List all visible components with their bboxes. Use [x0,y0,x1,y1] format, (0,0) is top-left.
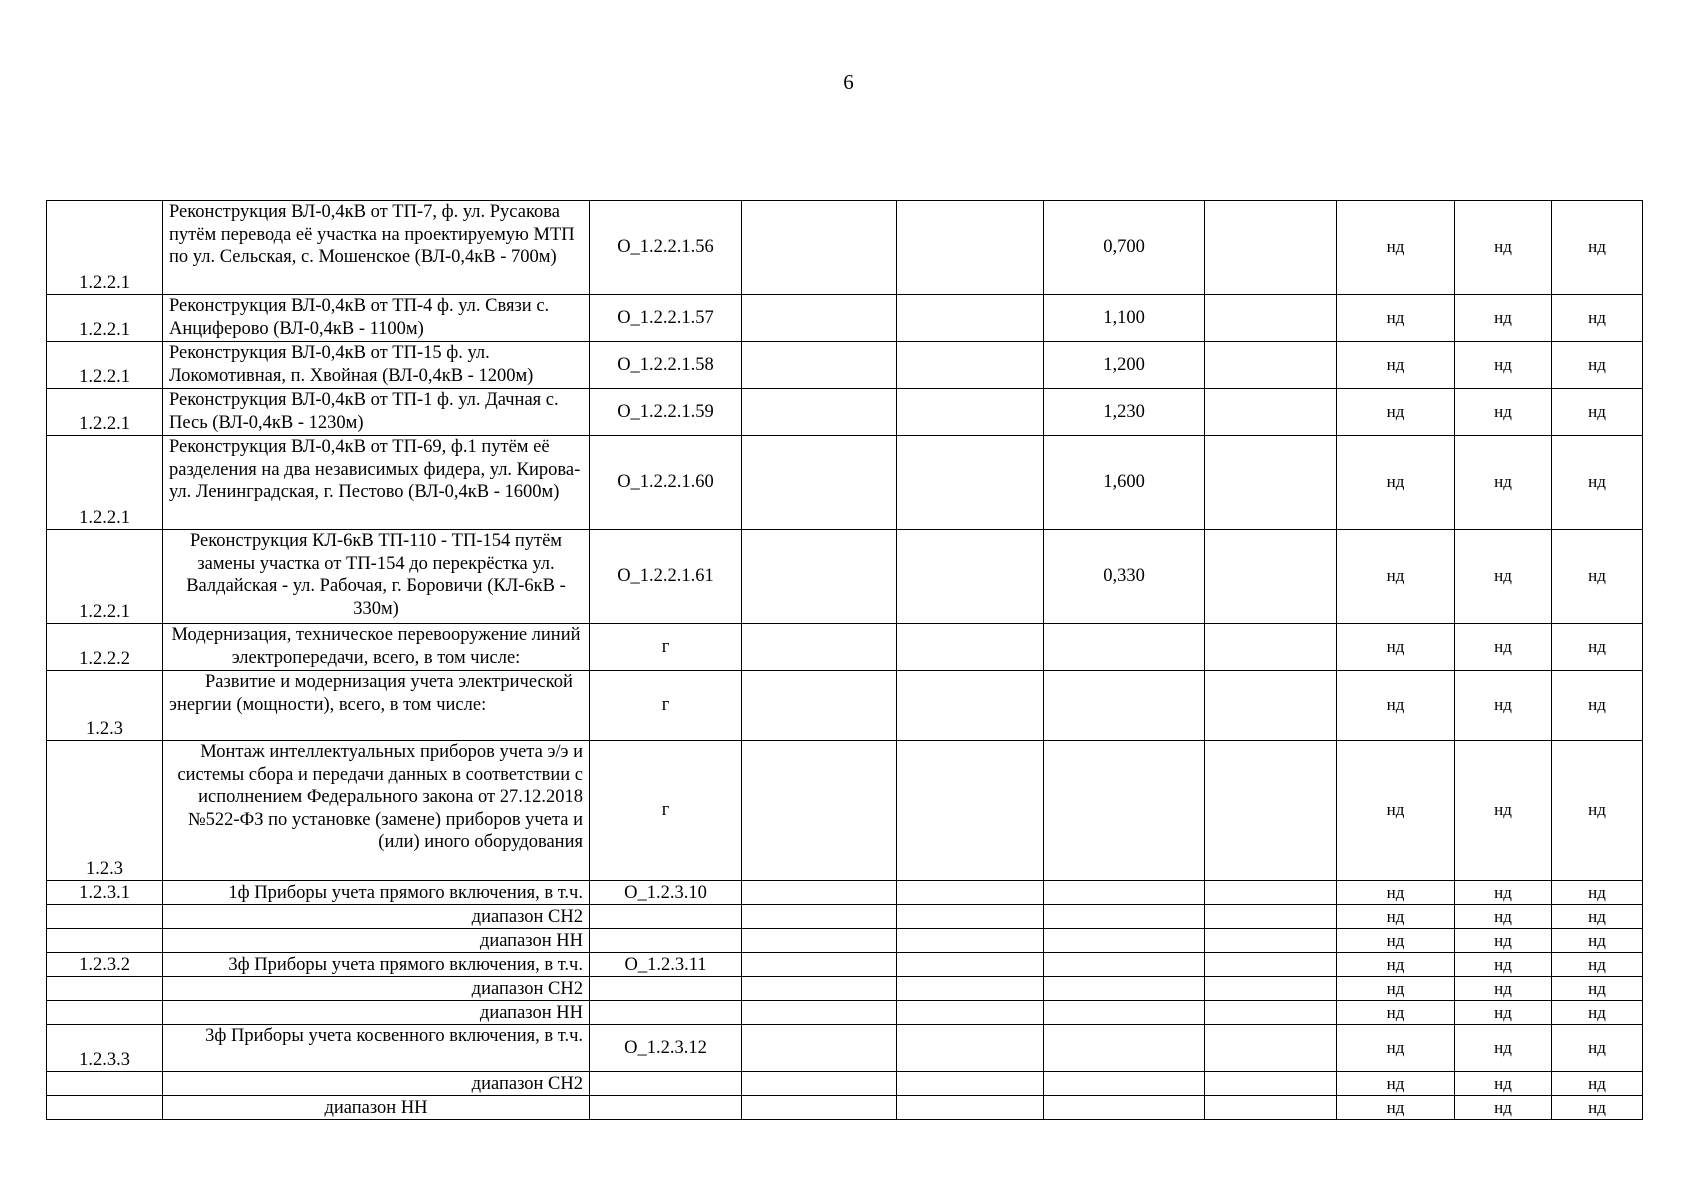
row-name: 1ф Приборы учета прямого включения, в т.ч. [163,881,590,905]
row-value: 1,600 [1044,436,1205,530]
row-code [47,1001,163,1025]
table-row [47,201,1643,295]
row-code: 1.2.2.1 [47,389,163,436]
row-id: О_1.2.2.1.61 [590,530,742,624]
row-id [590,1072,742,1096]
row-code: 1.2.3.1 [47,881,163,905]
row-value: 0,700 [1044,201,1205,295]
empty-cell [742,1072,897,1096]
empty-cell [1205,671,1337,741]
row-name: Модернизация, техническое перевооружение линий электропередачи, всего, в том числе: [163,624,590,671]
empty-cell [897,530,1044,624]
empty-cell [1044,1001,1205,1025]
row-nd-3: нд [1552,1072,1643,1096]
table-row [47,1096,1643,1120]
empty-cell [897,741,1044,881]
row-name: диапазон СН2 [163,905,590,929]
empty-cell [897,905,1044,929]
row-name: 3ф Приборы учета прямого включения, в т.ч. [163,953,590,977]
row-nd-1: нд [1337,953,1455,977]
row-value: 1,100 [1044,295,1205,342]
empty-cell [1205,1001,1337,1025]
row-code [47,929,163,953]
empty-cell [897,1096,1044,1120]
table-row [47,624,1643,671]
row-nd-3: нд [1552,741,1643,881]
empty-cell [742,342,897,389]
row-nd-2: нд [1455,1072,1552,1096]
table-row [47,929,1643,953]
page-number: 6 [843,70,854,94]
row-name: диапазон НН [163,1001,590,1025]
row-nd-2: нд [1455,530,1552,624]
row-name: диапазон НН [163,929,590,953]
empty-cell [742,671,897,741]
empty-cell [897,624,1044,671]
empty-cell [897,953,1044,977]
row-code: 1.2.3 [47,741,163,881]
row-id: О_1.2.2.1.60 [590,436,742,530]
empty-cell [897,1001,1044,1025]
empty-cell [1205,977,1337,1001]
row-nd-2: нд [1455,1096,1552,1120]
empty-cell [742,977,897,1001]
row-code: 1.2.3.3 [47,1025,163,1072]
row-code: 1.2.2.2 [47,624,163,671]
empty-cell [897,1072,1044,1096]
row-value [1044,624,1205,671]
row-nd-1: нд [1337,741,1455,881]
empty-cell [1044,1072,1205,1096]
row-code: 1.2.2.1 [47,295,163,342]
table-row [47,881,1643,905]
row-nd-1: нд [1337,905,1455,929]
empty-cell [1044,1096,1205,1120]
table-row [47,905,1643,929]
row-nd-3: нд [1552,436,1643,530]
row-nd-1: нд [1337,881,1455,905]
empty-cell [1205,530,1337,624]
empty-cell [742,1025,897,1072]
row-nd-1: нд [1337,1001,1455,1025]
row-nd-3: нд [1552,881,1643,905]
empty-cell [742,624,897,671]
empty-cell [897,929,1044,953]
row-id: г [590,624,742,671]
empty-cell [742,389,897,436]
empty-cell [1205,295,1337,342]
row-code: 1.2.2.1 [47,342,163,389]
empty-cell [1205,436,1337,530]
row-nd-3: нд [1552,929,1643,953]
row-nd-3: нд [1552,671,1643,741]
empty-cell [1044,977,1205,1001]
row-name: Реконструкция ВЛ-0,4кВ от ТП-69, ф.1 путём её разделения на два независимых фидера, ул. Кирова-ул. Ленинградская, г. Пестово (ВЛ-0,4кВ - 1600м) [163,436,590,530]
row-nd-2: нд [1455,977,1552,1001]
empty-cell [1205,905,1337,929]
row-value: 0,330 [1044,530,1205,624]
row-name: диапазон СН2 [163,1072,590,1096]
row-value: 1,200 [1044,342,1205,389]
empty-cell [1205,342,1337,389]
empty-cell [742,1001,897,1025]
row-value: 1,230 [1044,389,1205,436]
row-id: О_1.2.3.10 [590,881,742,905]
table-row [47,1072,1643,1096]
empty-cell [897,977,1044,1001]
row-name: диапазон СН2 [163,977,590,1001]
empty-cell [1205,1096,1337,1120]
empty-cell [897,342,1044,389]
empty-cell [897,389,1044,436]
empty-cell [1044,953,1205,977]
row-code: 1.2.2.1 [47,530,163,624]
row-nd-1: нд [1337,624,1455,671]
empty-cell [897,1025,1044,1072]
row-nd-2: нд [1455,881,1552,905]
row-id: г [590,741,742,881]
row-nd-1: нд [1337,389,1455,436]
row-nd-1: нд [1337,929,1455,953]
table-row [47,977,1643,1001]
empty-cell [1205,389,1337,436]
empty-cell [897,881,1044,905]
row-name: Реконструкция КЛ-6кВ ТП-110 - ТП-154 путём замены участка от ТП-154 до перекрёстка ул. Валдайская - ул. Рабочая, г. Боровичи (КЛ-6кВ - 330м) [163,530,590,624]
row-nd-2: нд [1455,389,1552,436]
empty-cell [742,905,897,929]
table-row [47,953,1643,977]
row-nd-2: нд [1455,436,1552,530]
row-nd-2: нд [1455,929,1552,953]
empty-cell [1205,881,1337,905]
row-code: 1.2.3.2 [47,953,163,977]
empty-cell [1205,624,1337,671]
empty-cell [897,436,1044,530]
empty-cell [742,201,897,295]
row-name: диапазон НН [163,1096,590,1120]
row-id [590,1096,742,1120]
row-nd-3: нд [1552,624,1643,671]
row-id: О_1.2.2.1.56 [590,201,742,295]
empty-cell [742,295,897,342]
empty-cell [897,671,1044,741]
row-nd-3: нд [1552,530,1643,624]
row-id: О_1.2.2.1.59 [590,389,742,436]
empty-cell [897,201,1044,295]
row-name: Развитие и модернизация учета электрической энергии (мощности), всего, в том числе: [163,671,590,741]
empty-cell [1205,1025,1337,1072]
row-nd-3: нд [1552,389,1643,436]
row-nd-3: нд [1552,342,1643,389]
row-nd-3: нд [1552,977,1643,1001]
table-row [47,342,1643,389]
row-code: 1.2.2.1 [47,201,163,295]
row-code [47,1072,163,1096]
row-nd-1: нд [1337,201,1455,295]
row-code: 1.2.2.1 [47,436,163,530]
row-nd-1: нд [1337,977,1455,1001]
row-id: О_1.2.2.1.57 [590,295,742,342]
empty-cell [1044,881,1205,905]
row-nd-2: нд [1455,1025,1552,1072]
table-row [47,1025,1643,1072]
row-code [47,977,163,1001]
row-nd-1: нд [1337,342,1455,389]
empty-cell [1205,741,1337,881]
row-nd-1: нд [1337,295,1455,342]
empty-cell [1044,1025,1205,1072]
row-nd-1: нд [1337,1096,1455,1120]
row-nd-2: нд [1455,953,1552,977]
empty-cell [1205,201,1337,295]
empty-cell [742,1096,897,1120]
row-code: 1.2.3 [47,671,163,741]
table-row [47,389,1643,436]
row-nd-2: нд [1455,295,1552,342]
empty-cell [1205,1072,1337,1096]
empty-cell [742,436,897,530]
empty-cell [742,953,897,977]
row-nd-2: нд [1455,1001,1552,1025]
row-nd-2: нд [1455,201,1552,295]
row-nd-2: нд [1455,624,1552,671]
row-name: Монтаж интеллектуальных приборов учета э/э и системы сбора и передачи данных в соответствии с исполнением Федерального закона от 27.12.2018 №522-ФЗ по установке (замене) приборов учета и (или) иного оборудования [163,741,590,881]
row-name: Реконструкция ВЛ-0,4кВ от ТП-7, ф. ул. Русакова путём перевода её участка на проектируемую МТП по ул. Сельская, с. Мошенское (ВЛ-0,4кВ - 700м) [163,201,590,295]
row-id [590,1001,742,1025]
row-nd-2: нд [1455,671,1552,741]
row-nd-1: нд [1337,671,1455,741]
row-nd-3: нд [1552,905,1643,929]
row-nd-3: нд [1552,1096,1643,1120]
table-row [47,1001,1643,1025]
row-nd-1: нд [1337,1025,1455,1072]
row-nd-1: нд [1337,1072,1455,1096]
empty-cell [1044,929,1205,953]
empty-cell [1044,905,1205,929]
row-nd-3: нд [1552,953,1643,977]
empty-cell [742,929,897,953]
row-nd-1: нд [1337,436,1455,530]
row-nd-3: нд [1552,295,1643,342]
row-id: г [590,671,742,741]
empty-cell [1205,953,1337,977]
row-nd-2: нд [1455,905,1552,929]
empty-cell [742,530,897,624]
row-name: Реконструкция ВЛ-0,4кВ от ТП-15 ф. ул. Локомотивная, п. Хвойная (ВЛ-0,4кВ - 1200м) [163,342,590,389]
table-row [47,671,1643,741]
row-name: 3ф Приборы учета косвенного включения, в т.ч. [163,1025,590,1072]
empty-cell [742,881,897,905]
row-value [1044,741,1205,881]
table-row [47,530,1643,624]
row-name: Реконструкция ВЛ-0,4кВ от ТП-4 ф. ул. Связи с. Анциферово (ВЛ-0,4кВ - 1100м) [163,295,590,342]
row-nd-2: нд [1455,342,1552,389]
row-id [590,977,742,1001]
row-id [590,905,742,929]
row-name: Реконструкция ВЛ-0,4кВ от ТП-1 ф. ул. Дачная с. Песь (ВЛ-0,4кВ - 1230м) [163,389,590,436]
empty-cell [897,295,1044,342]
row-code [47,1096,163,1120]
row-value [1044,671,1205,741]
table-row [47,741,1643,881]
row-nd-3: нд [1552,201,1643,295]
row-id: О_1.2.3.12 [590,1025,742,1072]
row-nd-3: нд [1552,1025,1643,1072]
table-row [47,295,1643,342]
investment-program-table [46,200,1643,1120]
row-id: О_1.2.3.11 [590,953,742,977]
table-row [47,436,1643,530]
empty-cell [742,741,897,881]
row-nd-2: нд [1455,741,1552,881]
row-id: О_1.2.2.1.58 [590,342,742,389]
row-code [47,905,163,929]
row-nd-3: нд [1552,1001,1643,1025]
empty-cell [1205,929,1337,953]
row-nd-1: нд [1337,530,1455,624]
row-id [590,929,742,953]
